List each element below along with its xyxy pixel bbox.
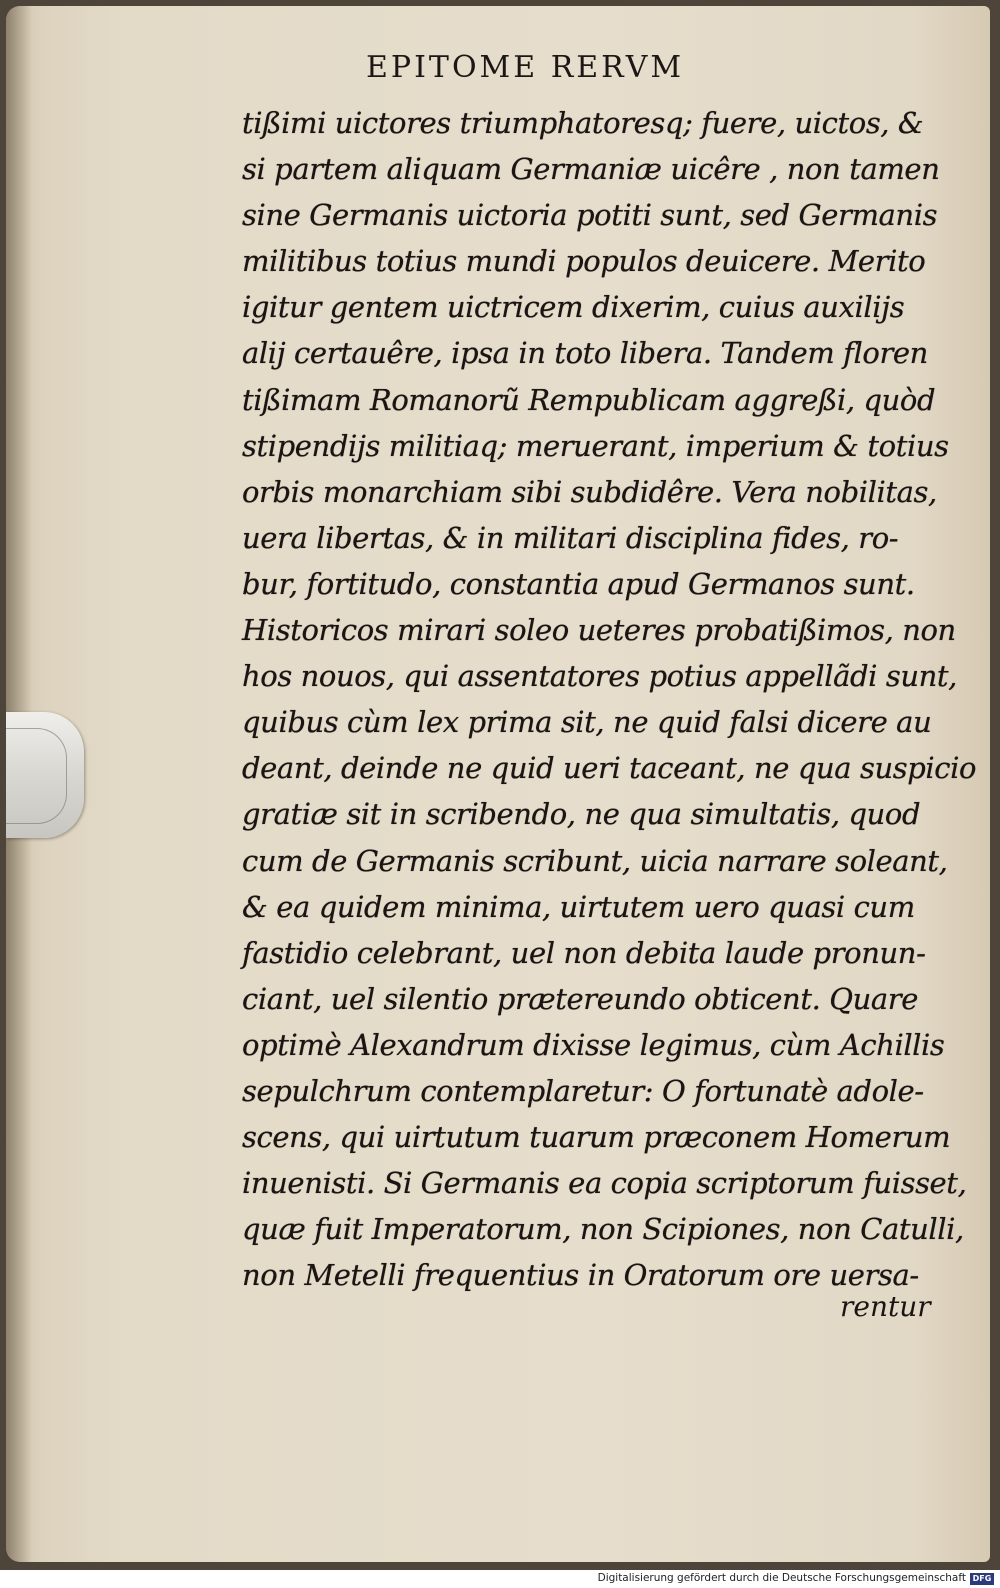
text-line: tißimam Romanorũ Rempublicam aggreßi, quòd [242, 382, 936, 417]
text-line: non Metelli frequentius in Oratorum ore uersa- [242, 1258, 919, 1293]
catchword: rentur [840, 1290, 931, 1323]
text-line: orbis monarchiam sibi subdidêre. Vera nobilitas, [242, 474, 937, 509]
text-line: cum de Germanis scribunt, uicia narrare soleant, [242, 843, 948, 878]
text-line: tißimi uictores triumphatoresq; fuere, uictos, & [242, 106, 924, 140]
text-line: sepulchrum contemplaretur: O fortunatè adole- [242, 1073, 924, 1108]
text-block [242, 100, 977, 1298]
text-line: scens, qui uirtutum tuarum præconem Homerum [242, 1120, 951, 1155]
text-line: deant, deinde ne quid ueri taceant, ne qua suspicio [242, 751, 977, 786]
dfg-logo: DFG [970, 1573, 994, 1585]
text-line: hos nouos, qui assentatores potius appellãdi sunt, [242, 659, 957, 694]
page-clip-inner [6, 728, 67, 824]
text-line: optimè Alexandrum dixisse legimus, cùm Achillis [242, 1027, 945, 1062]
footer-bar [0, 1570, 1000, 1588]
text-line: inuenisti. Si Germanis ea copia scriptorum fuisset, [242, 1166, 967, 1201]
running-head: EPITOME RERVM [366, 50, 685, 85]
text-line: si partem aliquam Germaniæ uicêre , non tamen [242, 152, 940, 187]
text-line: quæ fuit Imperatorum, non Scipiones, non Catulli, [242, 1212, 964, 1247]
text-line: ciant, uel silentio prætereundo obticent. Quare [242, 981, 918, 1016]
text-line: igitur gentem uictricem dixerim, cuius auxilijs [242, 290, 905, 325]
text-line: bur, fortitudo, constantia apud Germanos sunt. [242, 566, 915, 601]
text-line: quibus cùm lex prima sit, ne quid falsi dicere au [242, 705, 932, 740]
text-line: alij certauêre, ipsa in toto libera. Tandem floren [242, 336, 928, 371]
text-line: & ea quidem minima, uirtutem uero quasi cum [242, 889, 915, 924]
text-line: Historicos mirari soleo ueteres probatißimos, non [242, 613, 956, 648]
text-line: uera libertas, & in militari disciplina fides, ro- [242, 520, 899, 555]
text-line: sine Germanis uictoria potiti sunt, sed Germanis [242, 198, 938, 233]
text-line: stipendijs militiaq; meruerant, imperium & totius [242, 428, 949, 463]
text-line: gratiæ sit in scribendo, ne qua simultatis, quod [242, 797, 921, 832]
text-line: militibus totius mundi populos deuicere. Merito [242, 244, 926, 279]
book-page [6, 6, 990, 1562]
page-clip [6, 712, 84, 838]
funding-credit: Digitalisierung gefördert durch die Deutsche Forschungsgemeinschaft [597, 1572, 966, 1584]
text-line: fastidio celebrant, uel non debita laude pronun- [242, 935, 926, 970]
